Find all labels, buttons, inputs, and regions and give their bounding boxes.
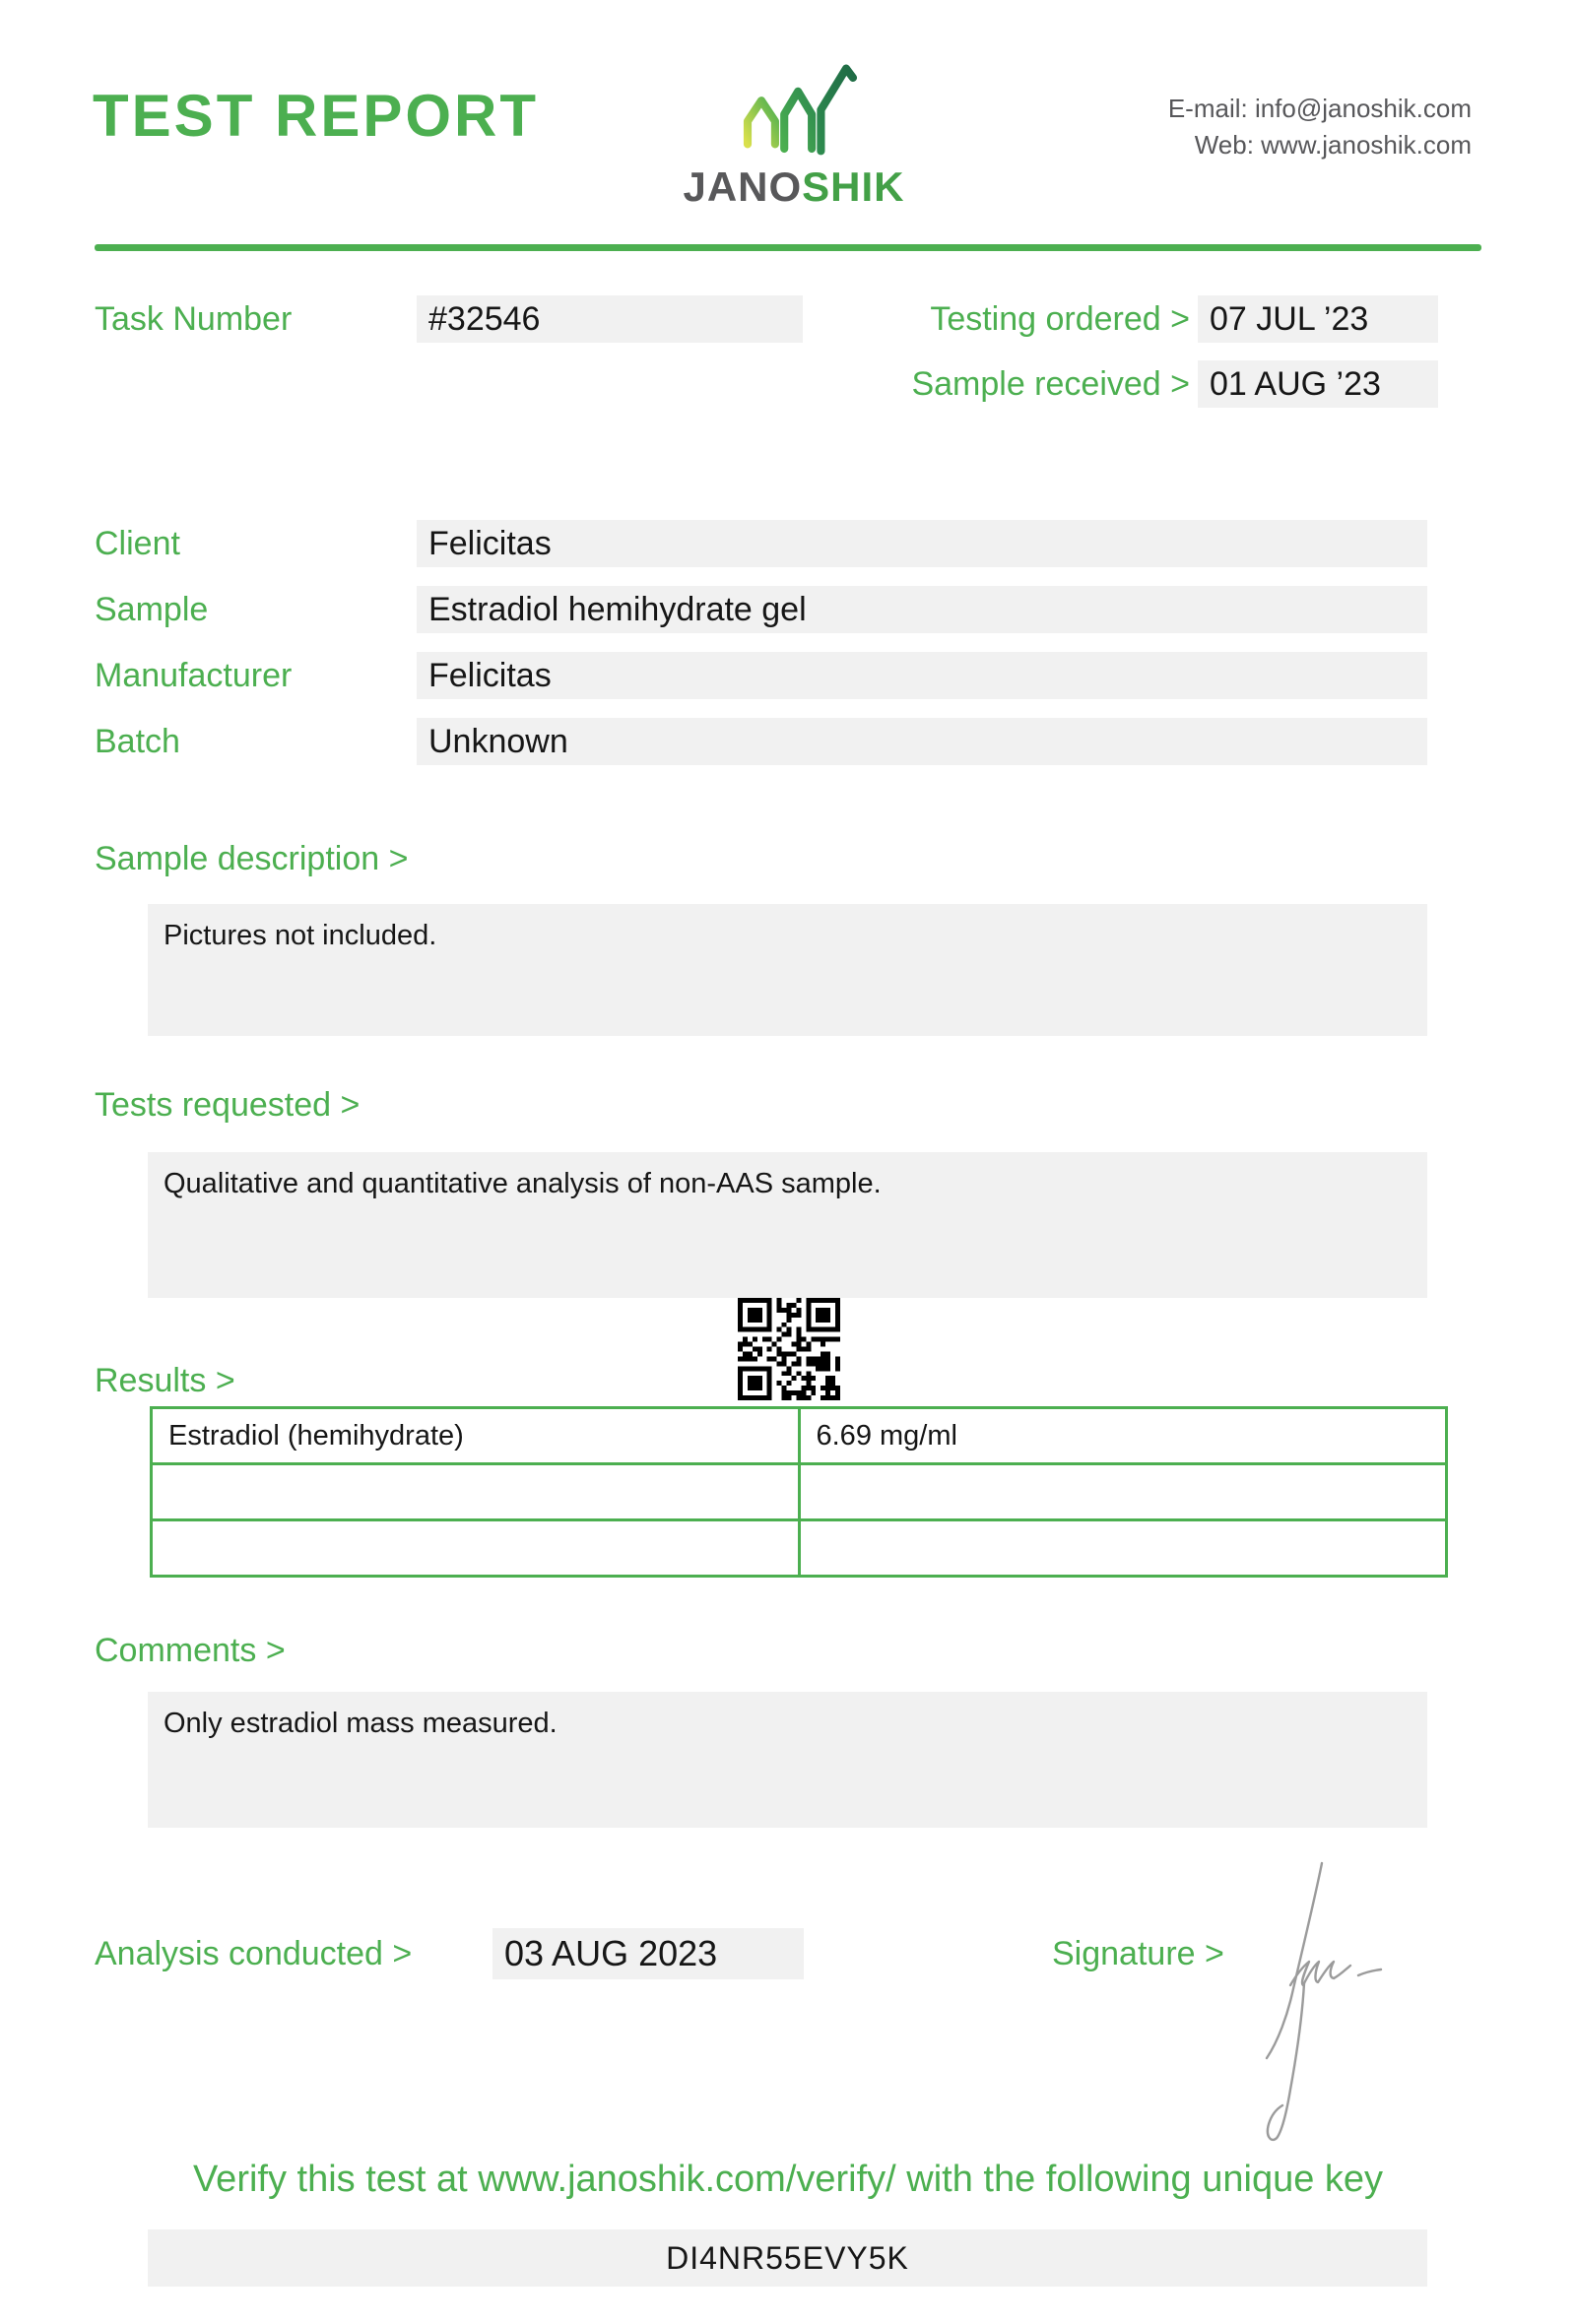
results-row <box>152 1464 1447 1520</box>
analysis-conducted-label: Analysis conducted > <box>95 1935 413 1972</box>
verify-instruction: Verify this test at www.janoshik.com/verify/ with the following unique key <box>192 2159 1384 2200</box>
web-line: Web: www.janoshik.com <box>1194 130 1472 160</box>
tests-requested-box: Qualitative and quantitative analysis of non-AAS sample. <box>148 1152 1427 1298</box>
page-title: TEST REPORT <box>93 83 540 149</box>
task-number-value: #32546 <box>417 295 803 343</box>
manufacturer-label: Manufacturer <box>95 657 293 694</box>
header-divider <box>95 244 1481 251</box>
client-label: Client <box>95 525 180 562</box>
task-number-label: Task Number <box>95 300 293 338</box>
testing-ordered-label: Testing ordered > <box>930 300 1190 338</box>
email-line: E-mail: info@janoshik.com <box>1167 94 1472 123</box>
result-value <box>799 1464 1447 1520</box>
results-row <box>152 1520 1447 1577</box>
qr-code <box>738 1298 840 1400</box>
sample-description-heading: Sample description > <box>95 840 409 877</box>
logo-text-shik: SHIK <box>802 163 905 210</box>
sample-description-box: Pictures not included. <box>148 904 1427 1036</box>
result-value <box>799 1520 1447 1577</box>
results-heading: Results > <box>95 1362 235 1399</box>
batch-label: Batch <box>95 723 180 760</box>
result-name <box>152 1464 800 1520</box>
batch-value: Unknown <box>417 718 1427 765</box>
signature-label: Signature > <box>1052 1935 1224 1972</box>
logo-text-jano: JANO <box>683 163 803 210</box>
manufacturer-value: Felicitas <box>417 652 1427 699</box>
sample-received-date: 01 AUG ’23 <box>1198 360 1438 408</box>
contact-block <box>1168 91 1472 163</box>
tests-requested-heading: Tests requested > <box>95 1086 361 1124</box>
results-table <box>150 1406 1448 1578</box>
sample-received-label: Sample received > <box>911 365 1190 403</box>
analysis-date: 03 AUG 2023 <box>492 1928 804 1979</box>
testing-ordered-date: 07 JUL ’23 <box>1198 295 1438 343</box>
sample-label: Sample <box>95 591 209 628</box>
result-name <box>152 1520 800 1577</box>
logo-chart-icon <box>734 57 860 156</box>
result-name: Estradiol (hemihydrate) <box>152 1408 800 1464</box>
signature-image <box>1243 1855 1411 2151</box>
unique-key-box: DI4NR55EVY5K <box>148 2229 1427 2287</box>
client-value: Felicitas <box>417 520 1427 567</box>
janoshik-logo <box>678 163 910 211</box>
comments-box: Only estradiol mass measured. <box>148 1692 1427 1828</box>
comments-heading: Comments > <box>95 1632 286 1669</box>
result-value: 6.69 mg/ml <box>799 1408 1447 1464</box>
results-row <box>152 1408 1447 1464</box>
sample-value: Estradiol hemihydrate gel <box>417 586 1427 633</box>
